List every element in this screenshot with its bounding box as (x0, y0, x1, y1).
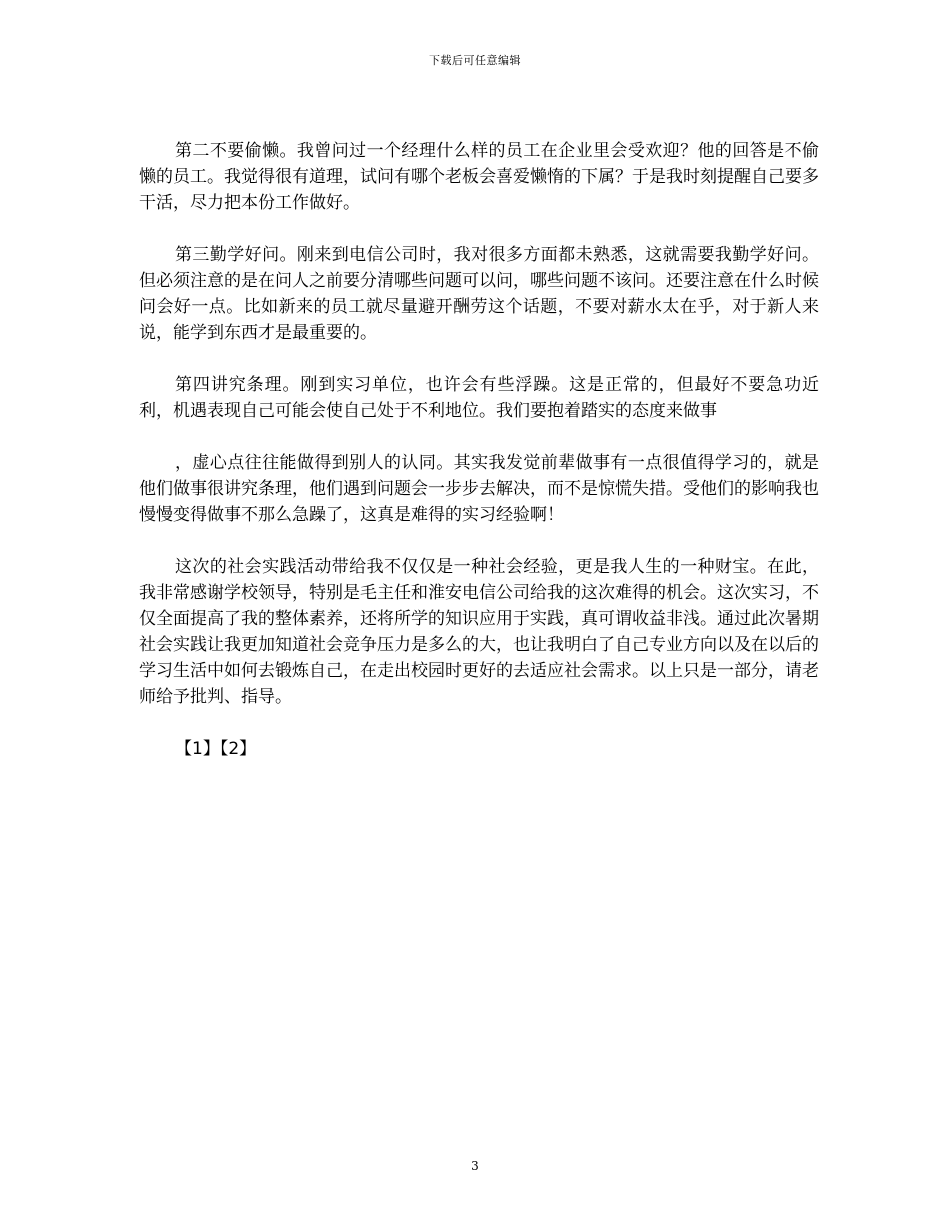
paragraph-orderliness-continued: ，虚心点往往能做得到别人的认同。其实我发觉前辈做事有一点很值得学习的，就是他们做事很讲究条理，他们遇到问题会一步步去解决，而不是惊慌失措。受他们的影响我也慢慢变得做事不那么急躁了，这真是难得的实习经验啊！ (139, 453, 819, 525)
page-link-1[interactable]: 【1】 (175, 739, 220, 759)
paragraph-diligence: 第二不要偷懒。我曾问过一个经理什么样的员工在企业里会受欢迎？他的回答是不偷懒的员工。我觉得很有道理，试问有哪个老板会喜爱懒惰的下属？于是我时刻提醒自己要多干活，尽力把本份工作做好。 (139, 141, 819, 213)
paragraph-orderliness: 第四讲究条理。刚到实习单位，也许会有些浮躁。这是正常的，但最好不要急功近利，机遇表现自己可能会使自己处于不利地位。我们要抱着踏实的态度来做事 (139, 375, 819, 421)
page-header: 下载后可任意编辑 (429, 54, 521, 67)
page-number: 3 (471, 1159, 479, 1173)
page-link-2[interactable]: 【2】 (219, 739, 257, 759)
paragraph-conclusion: 这次的社会实践活动带给我不仅仅是一种社会经验，更是我人生的一种财宝。在此，我非常感谢学校领导，特别是毛主任和淮安电信公司给我的这次难得的机会。这次实习，不仅全面提高了我的整体素养，还将所学的知识应用于实践，真可谓收益非浅。通过此次暑期社会实践让我更加知道社会竞争压力是多么的大，也让我明白了自己专业方向以及在以后的学习生活中如何去锻炼自己，在走出校园时更好的去适应社会需求。以上只是一部分，请老师给予批判、指导。 (139, 557, 819, 707)
page-links (175, 736, 819, 762)
paragraph-inquisitive: 第三勤学好问。刚来到电信公司时，我对很多方面都未熟悉，这就需要我勤学好问。但必须注意的是在问人之前要分清哪些问题可以问，哪些问题不该问。还要注意在什么时候问会好一点。比如新来的员工就尽量避开酬劳这个话题，不要对薪水太在乎，对于新人来说，能学到东西才是最重要的。 (139, 245, 819, 343)
document-body (139, 138, 819, 762)
